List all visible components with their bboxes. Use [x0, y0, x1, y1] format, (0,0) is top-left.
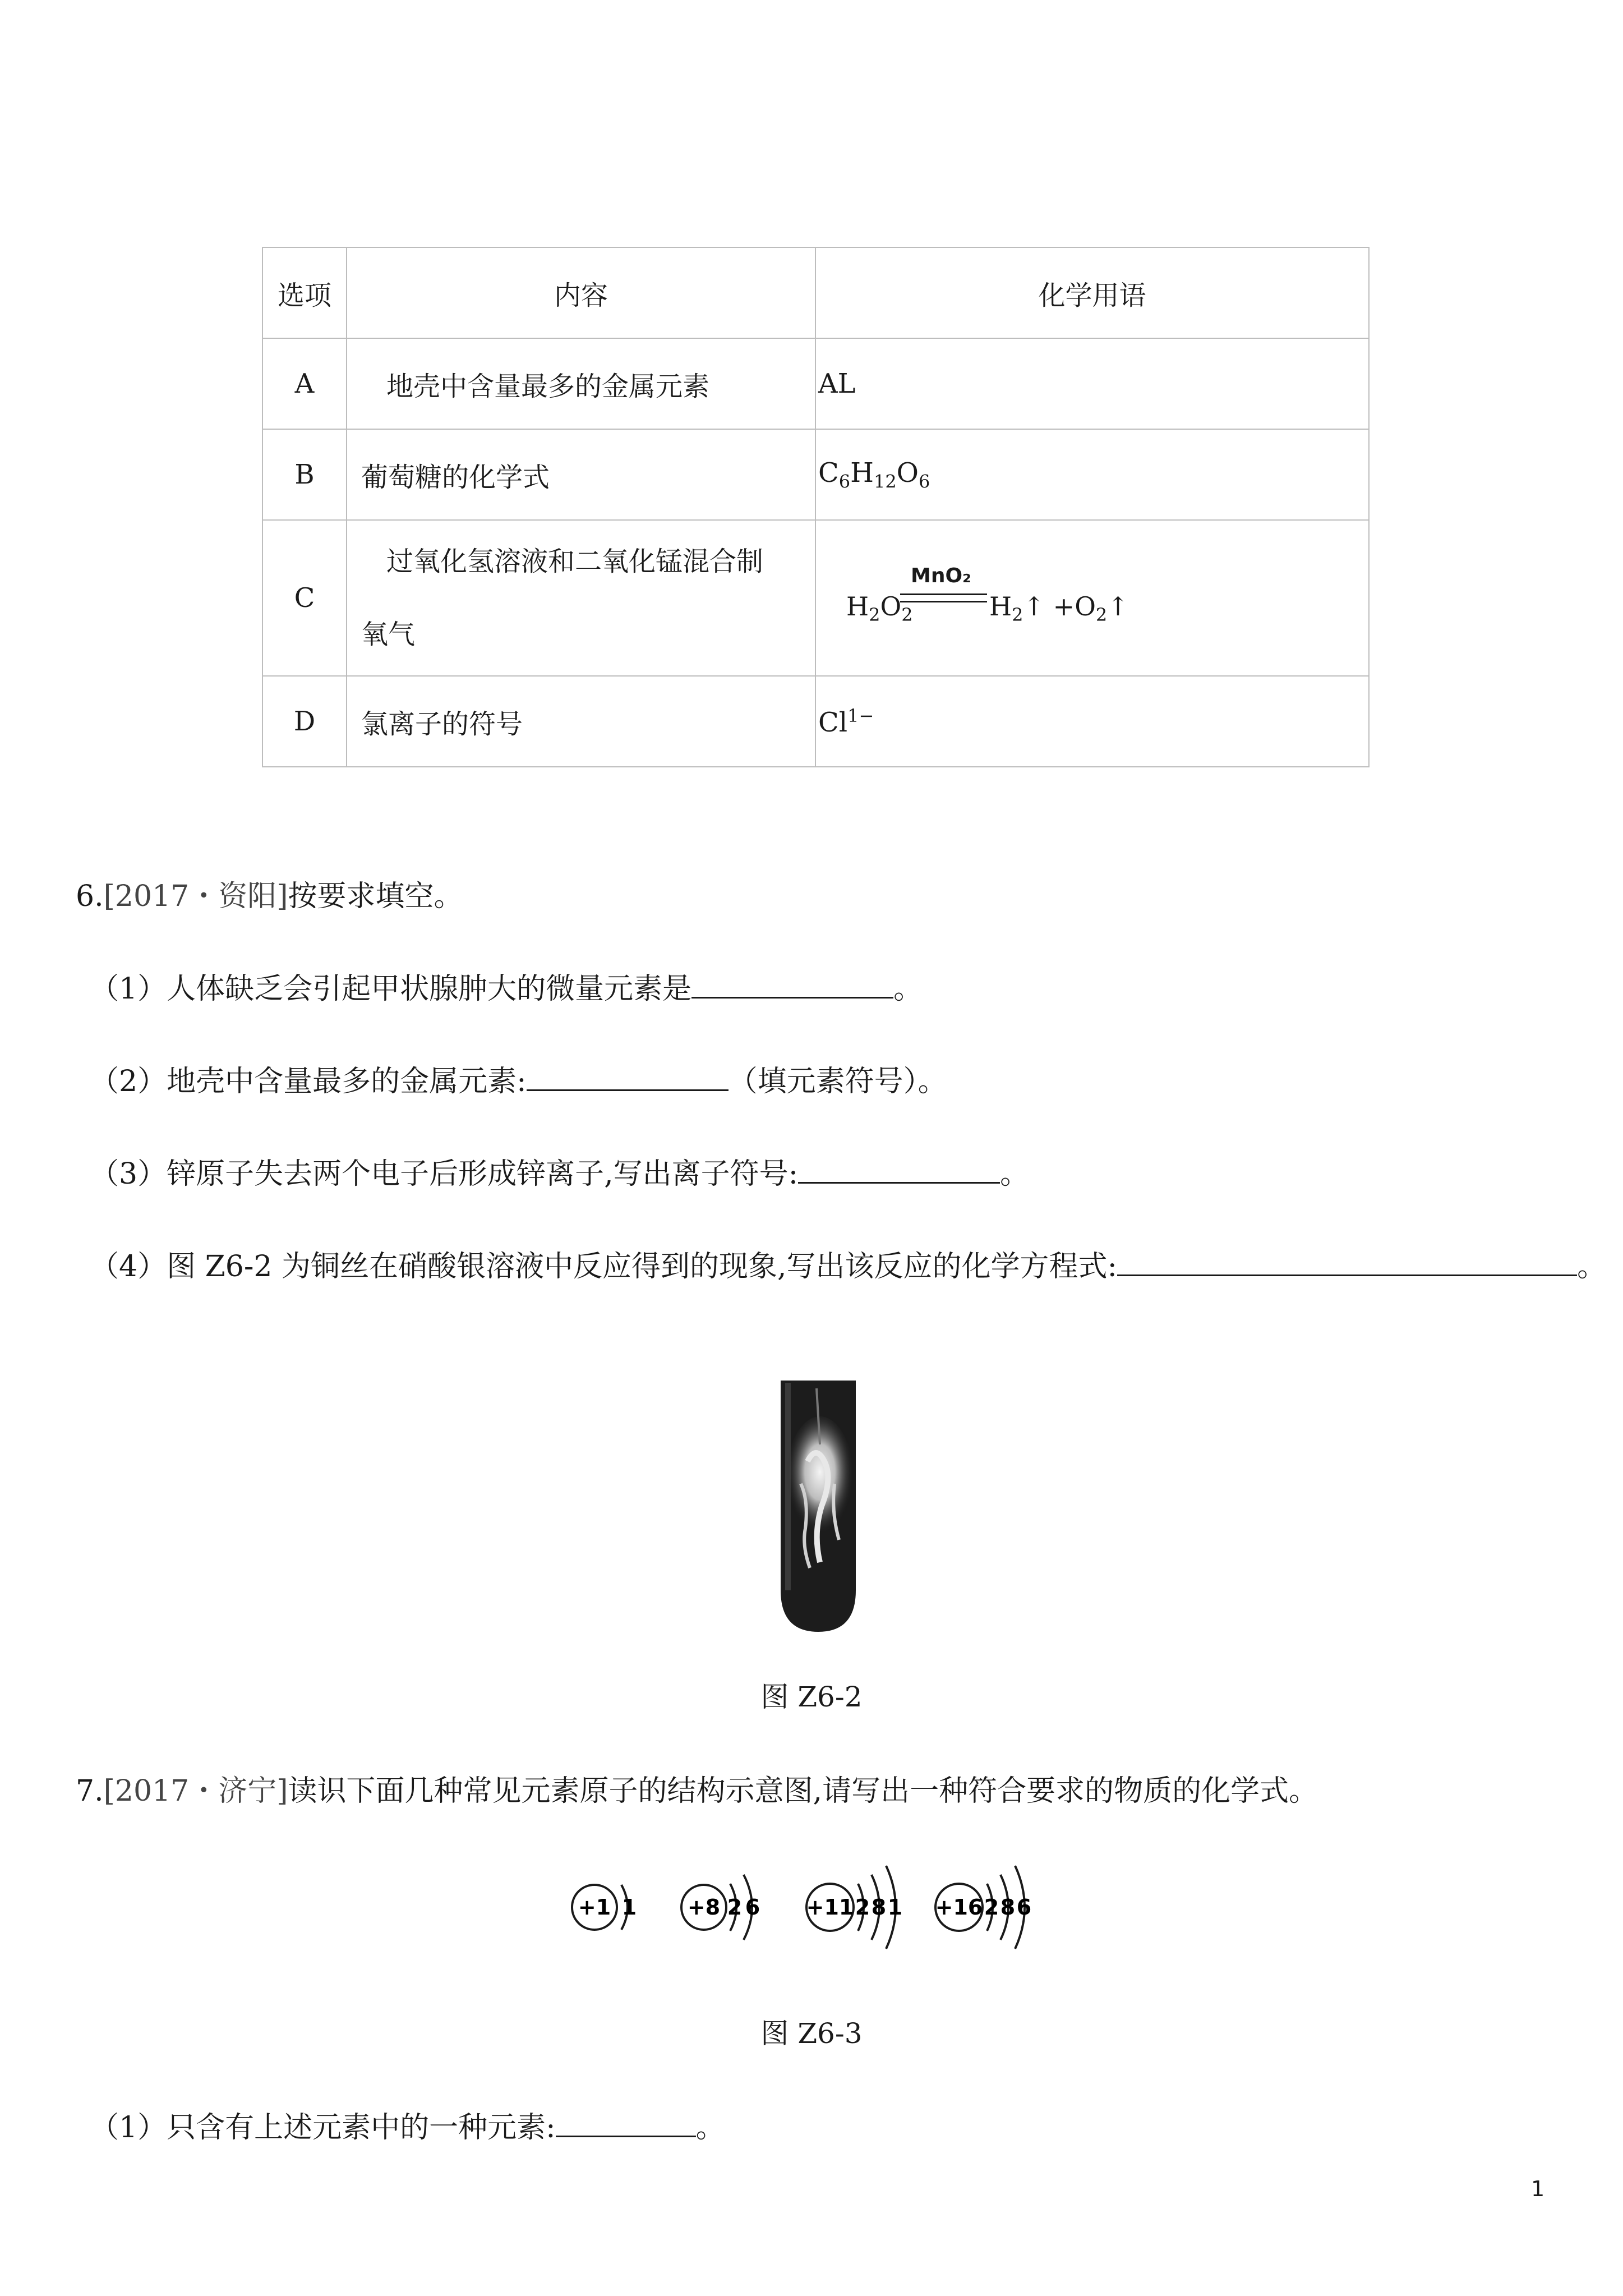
content-cell: 葡萄糖的化学式 [347, 429, 815, 520]
table-header-row [262, 247, 1369, 338]
q7-prompt: 读识下面几种常见元素原子的结构示意图,请写出一种符合要求的物质的化学式。 [288, 1774, 1318, 1808]
options-table [262, 247, 1370, 767]
answer-blank[interactable] [798, 1157, 1000, 1184]
q6-source: [2017・资阳] [103, 880, 288, 913]
term-cell: AL [815, 338, 1369, 429]
q6-item-4: （4）图 Z6-2 为铜丝在硝酸银溶液中反应得到的现象,写出该反应的化学方程式: 。 [90, 1250, 1607, 1283]
q6-item-3: （3）锌原子失去两个电子后形成锌离子,写出离子符号: 。 [90, 1157, 1030, 1191]
shell-electrons: 8 [1000, 1895, 1016, 1920]
eq-reactant: $H_2O_2$ [846, 591, 913, 626]
shell-electrons: 6 [745, 1895, 760, 1920]
q7-source: [2017・济宁] [103, 1774, 288, 1808]
term-cell [815, 429, 1369, 520]
header-term: 化学用语 [815, 247, 1369, 338]
atom-sulfur [935, 1866, 1032, 1949]
header-content: 内容 [347, 247, 815, 338]
atom-sodium [806, 1866, 903, 1949]
table-row-a [262, 338, 1369, 429]
q6-item-2: （2）地壳中含量最多的金属元素: （填元素符号）。 [90, 1065, 947, 1098]
content-line-1: 过氧化氢溶液和二氧化锰混合制 [386, 546, 764, 577]
term-cell [815, 676, 1369, 767]
chloride-symbol: Cl [818, 706, 848, 738]
q7-number: 7. [76, 1774, 104, 1808]
eq-equals-sign [900, 593, 987, 602]
eq-products: $H_2↑$ $+O_2↑$ [989, 591, 1129, 626]
shell-electrons: 1 [887, 1895, 903, 1920]
option-label: C [262, 520, 347, 676]
answer-blank[interactable] [691, 972, 893, 999]
chloride-charge: 1− [847, 705, 874, 726]
option-label: D [262, 676, 347, 767]
answer-blank[interactable] [556, 2111, 696, 2137]
table-row-b [262, 429, 1369, 520]
q6-item-1: （1）人体缺乏会引起甲状腺肿大的微量元素是 。 [90, 972, 923, 1006]
q6-number: 6. [76, 880, 104, 913]
content-line-2: 氧气 [361, 619, 416, 650]
content-cell: 氯离子的符号 [347, 676, 815, 767]
shell-electrons: 2 [855, 1895, 870, 1920]
atom-hydrogen [572, 1885, 637, 1930]
test-tube-figure [768, 1377, 869, 1635]
option-label: A [262, 338, 347, 429]
decomposition-equation [846, 564, 1368, 632]
table-row-c [262, 520, 1369, 676]
shell-electrons: 1 [621, 1895, 637, 1920]
eq-catalyst: MnO₂ [911, 564, 971, 587]
nucleus-charge: +11 [806, 1895, 854, 1920]
option-label: B [262, 429, 347, 520]
q7-heading [76, 1767, 1318, 1809]
glucose-formula: $C_6H_{12}O_6$ [818, 457, 930, 493]
figure-caption-z6-3: 图 Z6-3 [760, 2017, 863, 2050]
nucleus-charge: +16 [935, 1895, 983, 1920]
content-cell: 地壳中含量最多的金属元素 [347, 338, 815, 429]
nucleus-charge: +1 [578, 1895, 611, 1920]
table-row-d [262, 676, 1369, 767]
page-number: 1 [1531, 2177, 1545, 2201]
term-cell [815, 520, 1369, 676]
q6-heading [76, 872, 463, 914]
atom-structure-diagrams [555, 1851, 1071, 1963]
figure-caption-z6-2: 图 Z6-2 [760, 1681, 863, 1713]
shell-electrons: 8 [871, 1895, 887, 1920]
shell-electrons: 6 [1016, 1895, 1032, 1920]
nucleus-charge: +8 [687, 1895, 721, 1920]
content-cell [347, 520, 815, 676]
answer-blank[interactable] [1117, 1250, 1577, 1276]
header-option: 选项 [262, 247, 347, 338]
shell-electrons: 2 [984, 1895, 999, 1920]
q7-item-1: （1）只含有上述元素中的一种元素: 。 [90, 2111, 725, 2145]
answer-blank[interactable] [527, 1065, 728, 1091]
shell-electrons: 2 [727, 1895, 743, 1920]
q6-prompt: 按要求填空。 [288, 880, 463, 913]
atom-oxygen [681, 1875, 760, 1940]
